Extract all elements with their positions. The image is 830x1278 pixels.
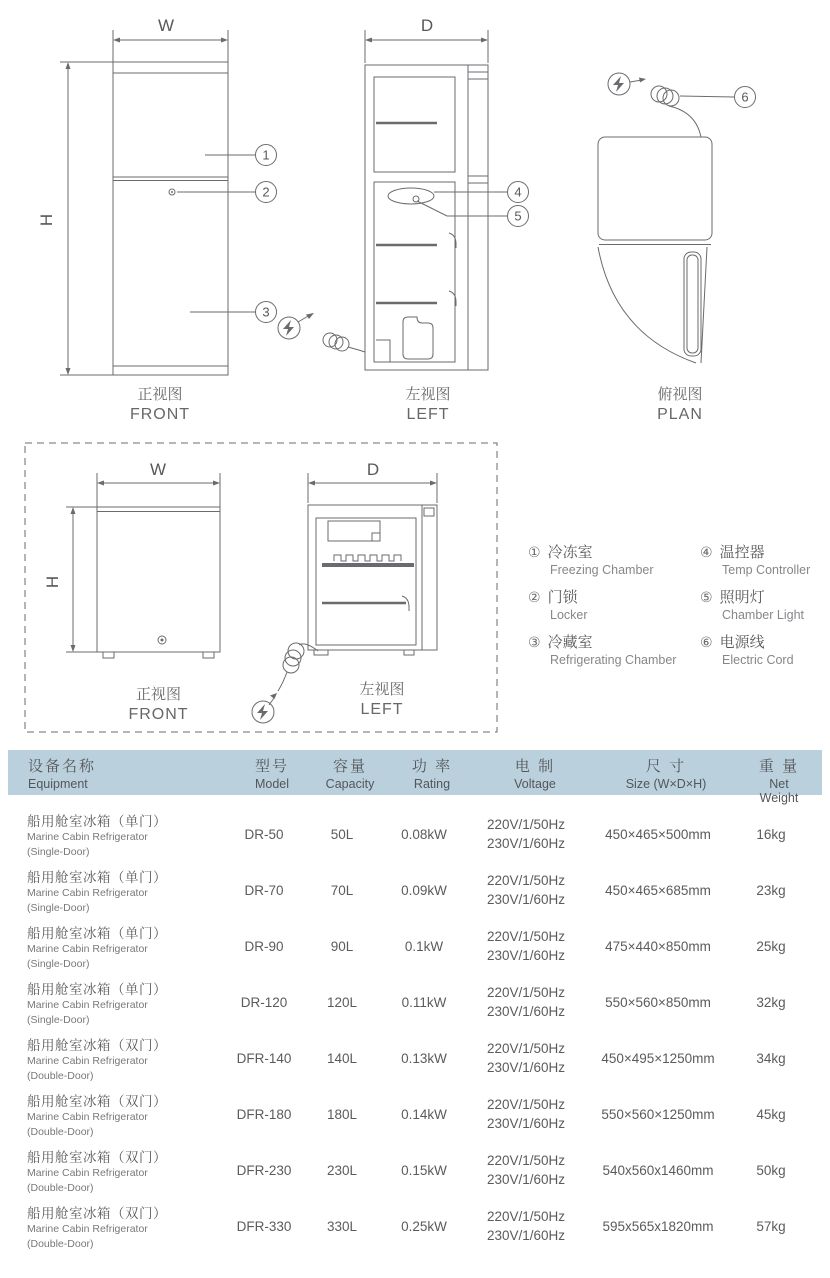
callout-2 — [177, 182, 277, 203]
rating-value: 0.14kW — [401, 1106, 447, 1122]
svg-text:6: 6 — [741, 89, 749, 105]
dim-h-label: H — [37, 213, 56, 227]
table-row: 船用舱室冰箱（双门） Marine Cabin Refrigerator (Double-Door) DFR-180 180L 0.14kW 220V/1/50Hz 230V/1/60Hz 550×560×1250mm 45kg — [0, 1086, 830, 1142]
circled-3-icon: ③ — [528, 634, 541, 650]
legend-item-refrigerating-chamber: ③ 冷藏室 Refrigerating Chamber — [528, 634, 677, 667]
equipment-name: 船用舱室冰箱（双门） — [27, 1206, 167, 1221]
voltage-value: 220V/1/50Hz 230V/1/60Hz — [487, 1097, 566, 1131]
ice-cube-tray — [334, 555, 401, 561]
weight-value: 16kg — [756, 826, 786, 842]
front-view-single-door — [43, 460, 220, 658]
capacity-value: 120L — [326, 994, 358, 1010]
circled-5-icon: ⑤ — [700, 589, 713, 605]
col-weight: 重 量 Net Weight — [758, 758, 800, 805]
rating-value: 0.11kW — [401, 994, 447, 1010]
dim-d-label: D — [366, 460, 380, 479]
callout-3 — [190, 302, 277, 323]
dim-w-label: W — [149, 460, 167, 479]
voltage-value: 220V/1/50Hz 230V/1/60Hz — [487, 873, 566, 907]
rating-value: 0.08kW — [401, 826, 447, 842]
callout-4 — [434, 182, 529, 203]
table-row: 船用舱室冰箱（双门） Marine Cabin Refrigerator (Double-Door) DFR-330 330L 0.25kW 220V/1/50Hz 230V/1/60Hz 595x565x1820mm 57kg — [0, 1198, 830, 1254]
rating-value: 0.15kW — [401, 1162, 447, 1178]
table-body — [0, 806, 830, 1254]
weight-value: 32kg — [756, 994, 786, 1010]
power-plug-icon — [278, 313, 314, 339]
col-rating: 功 率 Rating — [411, 758, 453, 791]
plan-view — [598, 73, 756, 363]
caption-left: 左视图 LEFT — [405, 386, 451, 423]
rating-value: 0.09kW — [401, 882, 447, 898]
voltage-value: 220V/1/50Hz 230V/1/60Hz — [487, 985, 566, 1019]
model-value: DFR-330 — [236, 1218, 292, 1234]
capacity-value: 90L — [330, 938, 354, 954]
power-plug-icon — [608, 73, 646, 95]
size-value: 595x565x1820mm — [602, 1218, 714, 1234]
model-value: DR-120 — [240, 994, 288, 1010]
voltage-value: 220V/1/50Hz 230V/1/60Hz — [487, 1209, 566, 1243]
voltage-value: 220V/1/50Hz 230V/1/60Hz — [487, 1153, 566, 1187]
legend-item-freezing-chamber: ① 冷冻室 Freezing Chamber — [528, 544, 654, 577]
table-row: 船用舱室冰箱（单门） Marine Cabin Refrigerator (Single-Door) DR-70 70L 0.09kW 220V/1/50Hz 230V/1/60Hz 450×465×685mm 23kg — [0, 862, 830, 918]
rating-value: 0.13kW — [401, 1050, 447, 1066]
equipment-name: 船用舱室冰箱（双门） — [27, 1094, 167, 1109]
circled-1-icon: ① — [528, 544, 541, 560]
weight-value: 23kg — [756, 882, 786, 898]
svg-text:5: 5 — [514, 208, 522, 224]
caption-left-single: 左视图 LEFT — [359, 681, 405, 718]
svg-text:1: 1 — [262, 147, 270, 163]
equipment-name: 船用舱室冰箱（单门） — [27, 814, 167, 829]
table-header — [8, 750, 822, 805]
capacity-value: 70L — [330, 882, 354, 898]
circled-2-icon: ② — [528, 589, 541, 605]
dim-d-label: D — [420, 16, 434, 35]
capacity-value: 140L — [326, 1050, 358, 1066]
size-value: 450×465×500mm — [605, 826, 711, 842]
weight-value: 34kg — [756, 1050, 786, 1066]
left-view-double-door — [365, 16, 529, 370]
equipment-name: 船用舱室冰箱（单门） — [27, 870, 167, 885]
table-row: 船用舱室冰箱（单门） Marine Cabin Refrigerator (Single-Door) DR-120 120L 0.11kW 220V/1/50Hz 230V/1/60Hz 550×560×850mm 32kg — [0, 974, 830, 1030]
svg-text:4: 4 — [514, 184, 522, 200]
svg-text:3: 3 — [262, 304, 270, 320]
caption-plan: 俯视图 PLAN — [657, 386, 703, 423]
size-value: 550×560×1250mm — [601, 1106, 715, 1122]
col-equipment: 设备名称 Equipment — [28, 758, 97, 791]
capacity-value: 50L — [330, 826, 354, 842]
voltage-value: 220V/1/50Hz 230V/1/60Hz — [487, 1041, 566, 1075]
legend-item-temp-controller: ④ 温控器 Temp Controller — [700, 544, 811, 577]
col-size: 尺 寸 Size (W×D×H) — [625, 758, 707, 791]
svg-text:2: 2 — [262, 184, 270, 200]
size-value: 475×440×850mm — [605, 938, 711, 954]
equipment-name: 船用舱室冰箱（单门） — [27, 926, 167, 941]
equipment-name: 船用舱室冰箱（双门） — [27, 1150, 167, 1165]
weight-value: 50kg — [756, 1162, 786, 1178]
size-value: 540x560x1460mm — [602, 1162, 714, 1178]
model-value: DFR-180 — [236, 1106, 292, 1122]
rating-value: 0.1kW — [404, 938, 444, 954]
table-row: 船用舱室冰箱（单门） Marine Cabin Refrigerator (Single-Door) DR-90 90L 0.1kW 220V/1/50Hz 230V/1/60Hz 475×440×850mm 25kg — [0, 918, 830, 974]
voltage-value: 220V/1/50Hz 230V/1/60Hz — [487, 817, 566, 851]
col-voltage: 电 制 Voltage — [514, 758, 556, 791]
capacity-value: 230L — [326, 1162, 358, 1178]
callout-1 — [205, 145, 277, 166]
voltage-value: 220V/1/50Hz 230V/1/60Hz — [487, 929, 566, 963]
door-swing-arc — [598, 247, 696, 363]
model-value: DR-50 — [244, 826, 284, 842]
capacity-value: 180L — [326, 1106, 358, 1122]
table-row: 船用舱室冰箱（双门） Marine Cabin Refrigerator (Double-Door) DFR-140 140L 0.13kW 220V/1/50Hz 230V/1/60Hz 450×495×1250mm 34kg — [0, 1030, 830, 1086]
dim-h-label: H — [43, 575, 62, 589]
table-row: 船用舱室冰箱（单门） Marine Cabin Refrigerator (Single-Door) DR-50 50L 0.08kW 220V/1/50Hz 230V/1/60Hz 450×465×500mm 16kg — [0, 806, 830, 862]
callout-6 — [680, 87, 756, 108]
equipment-name: 船用舱室冰箱（单门） — [27, 982, 167, 997]
dim-w-label: W — [157, 16, 175, 35]
capacity-value: 330L — [326, 1218, 358, 1234]
caption-front: 正视图 FRONT — [129, 386, 191, 423]
weight-value: 25kg — [756, 938, 786, 954]
table-row: 船用舱室冰箱（双门） Marine Cabin Refrigerator (Double-Door) DFR-230 230L 0.15kW 220V/1/50Hz 230V/1/60Hz 540x560x1460mm 50kg — [0, 1142, 830, 1198]
model-value: DFR-140 — [236, 1050, 292, 1066]
rating-value: 0.25kW — [401, 1218, 447, 1234]
model-value: DR-70 — [244, 882, 284, 898]
top-views-drawing — [0, 0, 830, 440]
legend-item-electric-cord: ⑥ 电源线 Electric Cord — [700, 634, 794, 667]
front-view-double-door — [37, 16, 365, 375]
compressor — [403, 317, 433, 359]
circled-6-icon: ⑥ — [700, 634, 713, 650]
parts-legend — [528, 541, 810, 667]
size-value: 450×495×1250mm — [601, 1050, 715, 1066]
legend-item-chamber-light: ⑤ 照明灯 Chamber Light — [700, 589, 804, 622]
model-value: DFR-230 — [236, 1162, 292, 1178]
legend-item-locker: ② 门锁 Locker — [528, 589, 588, 622]
caption-front-single: 正视图 FRONT — [128, 686, 189, 723]
size-value: 550×560×850mm — [605, 994, 711, 1010]
model-value: DR-90 — [244, 938, 284, 954]
weight-value: 45kg — [756, 1106, 786, 1122]
col-model: 型号 Model — [254, 758, 290, 791]
col-capacity: 容量 Capacity — [325, 758, 375, 791]
size-value: 450×465×685mm — [605, 882, 711, 898]
power-plug-icon — [252, 693, 277, 723]
callout-5 — [417, 201, 529, 227]
power-cord-coil — [651, 86, 701, 137]
equipment-name: 船用舱室冰箱（双门） — [27, 1038, 167, 1053]
weight-value: 57kg — [756, 1218, 786, 1234]
chamber-light — [388, 188, 434, 204]
power-cord-coil — [323, 333, 365, 352]
circled-4-icon: ④ — [700, 544, 713, 560]
